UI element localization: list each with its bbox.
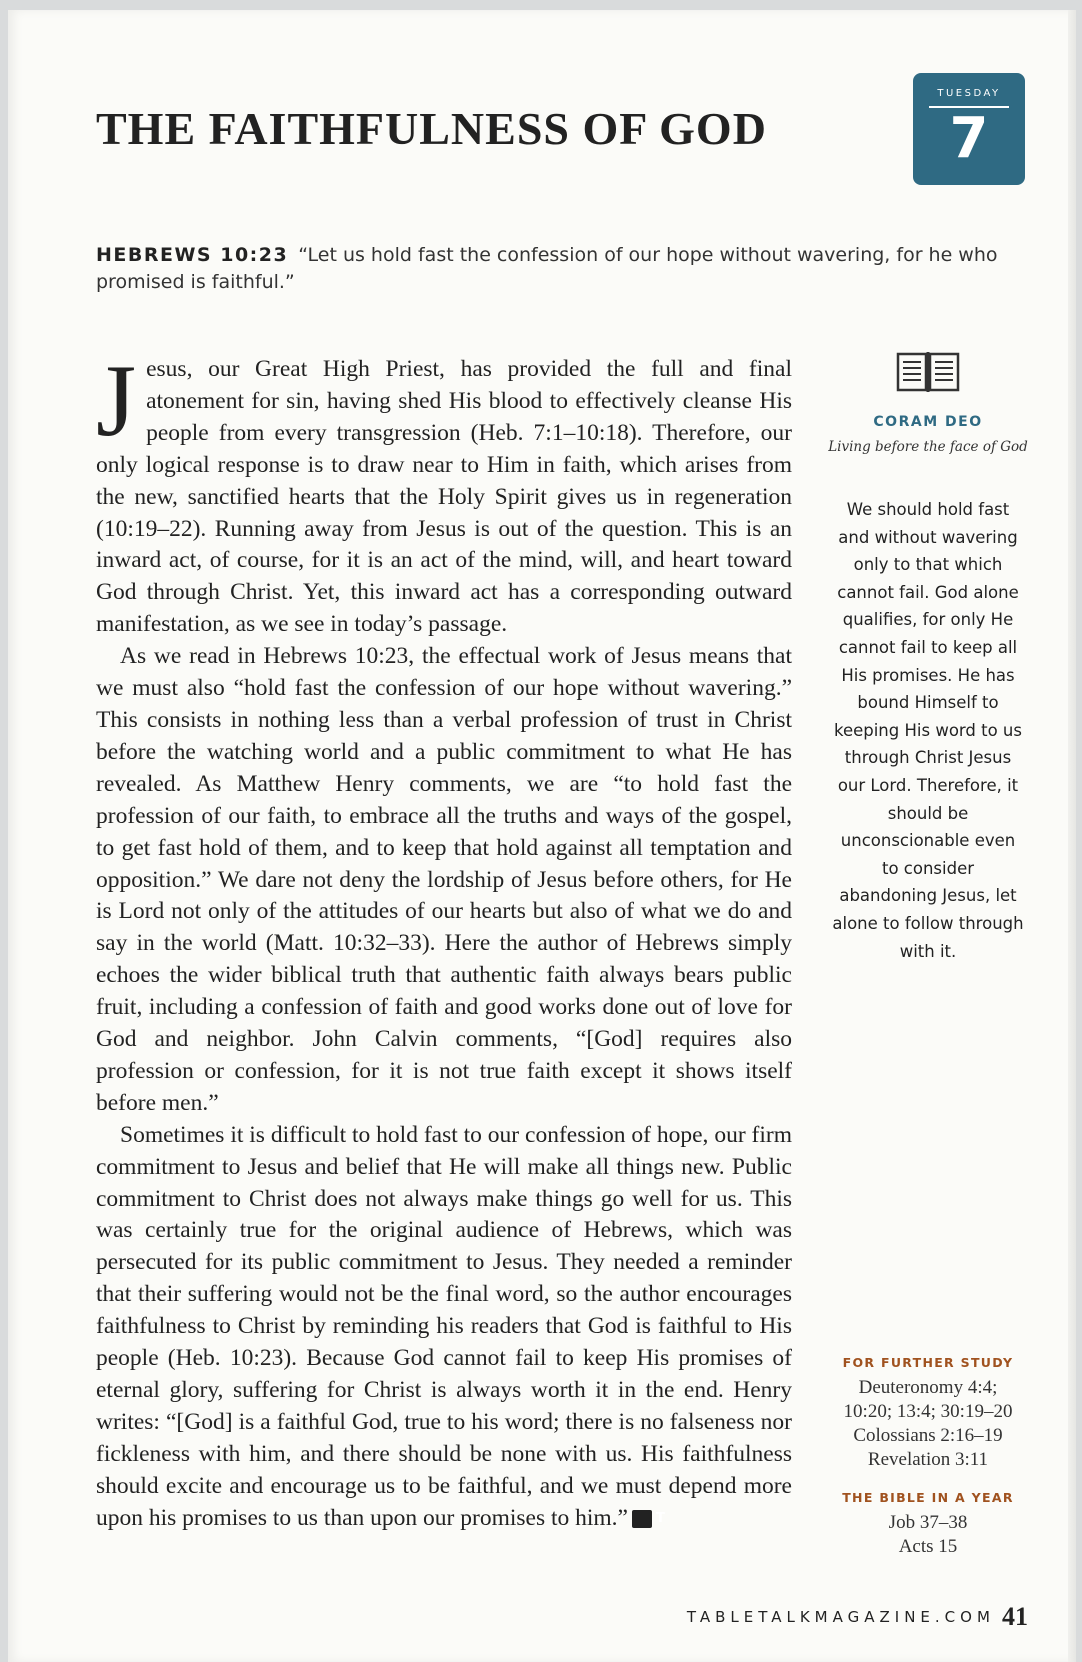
page-number: 41 — [1002, 1602, 1028, 1631]
date-day-number: 7 — [949, 105, 989, 171]
article-paragraph — [96, 1120, 792, 1535]
end-mark-icon: T — [632, 1510, 652, 1528]
article-body — [96, 344, 792, 1535]
article-paragraph — [96, 344, 792, 641]
coram-deo-subtitle: Living before the face of God — [828, 439, 1028, 455]
page-title: THE FAITHFULNESS OF GOD — [96, 103, 767, 154]
further-study — [828, 1355, 1028, 1559]
study-reference: Revelation 3:11 — [867, 1449, 989, 1470]
reading-reference: Job 37–38 — [888, 1512, 968, 1533]
paragraph-text: As we read in Hebrews 10:23, the effectual work of Jesus means that we must also “hold fast the confession of our hope without wavering.” This consists in nothing less than a verbal profession of trust in Christ before the watching world and a public commitment to what He has revealed. As Matthew Henry comments, we are “to hold fast the profession of our faith, to embrace all the truths and ways of the gospel, to get fast hold of them, and to keep that hold against all temptation and opposition.” We dare not deny the lordship of Jesus before others, for He is Lord not only of the attitudes of our hearts but also of what we do and say in the world (Matt. 10:32–33). Here the author of Hebrews simply echoes the wider biblical truth that authentic faith always bears public fruit, including a confession of faith and good works done out of love for God and neighbor. John Calvin comments, “[God] requires also profession or confession, for it is not true faith except it shows itself before men.” — [96, 643, 792, 1116]
reading-reference: Acts 15 — [898, 1536, 958, 1557]
date-day-name: TUESDAY — [937, 88, 1001, 99]
magazine-page — [8, 10, 1076, 1662]
further-study-list — [828, 1376, 1028, 1472]
key-verse — [96, 242, 1026, 296]
paragraph-text: Sometimes it is difficult to hold fast to our confession of hope, our firm commitment to Jesus and belief that He will make all things new. Public commitment to Christ does not always make things go well for us. This was certainly true for the original audience of Hebrews, which was persecuted for its public commitment to Jesus. They needed a reminder that their suffering would not be the final word, so the author encourages faithfulness to Christ by reminding his readers that God is faithful to His people (Heb. 10:23). Because God cannot fail to keep His promises of eternal glory, suffering for Christ is always worth it in the end. Henry writes: “[God] is a faithful God, true to his word; there is no falseness nor fickleness with him, and there should be none with us. His faithfulness should excite and encourage us to be faithful, and we must depend more upon his promises to us than upon our promises to him.” — [96, 1121, 792, 1531]
article-paragraph — [96, 641, 792, 1120]
page-edge — [1068, 10, 1076, 1662]
footer-website: TABLETALKMAGAZINE.COM — [686, 1608, 995, 1626]
page-footer — [668, 1602, 1028, 1632]
bible-year-list — [828, 1511, 1028, 1559]
open-book-icon — [896, 350, 960, 394]
coram-deo-text: We should hold fast and without wavering only to that which cannot fail. God alone qualifies, for only He cannot fail to keep all His promises. He has bound Himself to keeping His word to us through Christ Jesus our Lord. Therefore, it should be unconscionable even to consider abandoning Jesus, let alone to follow through with it. — [832, 500, 1024, 961]
study-reference: 10:20; 13:4; 30:19–20 — [843, 1401, 1013, 1422]
date-badge — [913, 73, 1025, 185]
verse-text: “Let us hold fast the confession of our hope without wavering, for he who promised is faithful.” — [96, 244, 998, 293]
drop-cap: J — [96, 344, 137, 458]
study-reference: Colossians 2:16–19 — [853, 1425, 1003, 1446]
bible-year-heading: THE BIBLE IN A YEAR — [842, 1490, 1014, 1505]
coram-deo-sidebar — [828, 350, 1028, 965]
verse-reference: HEBREWS 10:23 — [96, 244, 289, 266]
coram-deo-heading: CORAM DEO — [873, 414, 983, 430]
paragraph-text: esus, our Great High Priest, has provided the full and final atonement for sin, having shed His blood to effectively cleanse His people from every transgression (Heb. 7:1–10:18). Therefore, our only logical response is to draw near to Him in faith, which arises from the new, sanctified hearts that the Holy Spirit gives us in regeneration (10:19–22). Running away from Jesus is out of the question. This is an inward act, of course, for it is an act of the mind, will, and heart toward God through Christ. Yet, this inward act has a corresponding outward manifestation, as we see in today’s passage. — [96, 356, 792, 638]
further-study-heading: FOR FURTHER STUDY — [842, 1355, 1014, 1370]
study-reference: Deuteronomy 4:4; — [858, 1377, 998, 1398]
